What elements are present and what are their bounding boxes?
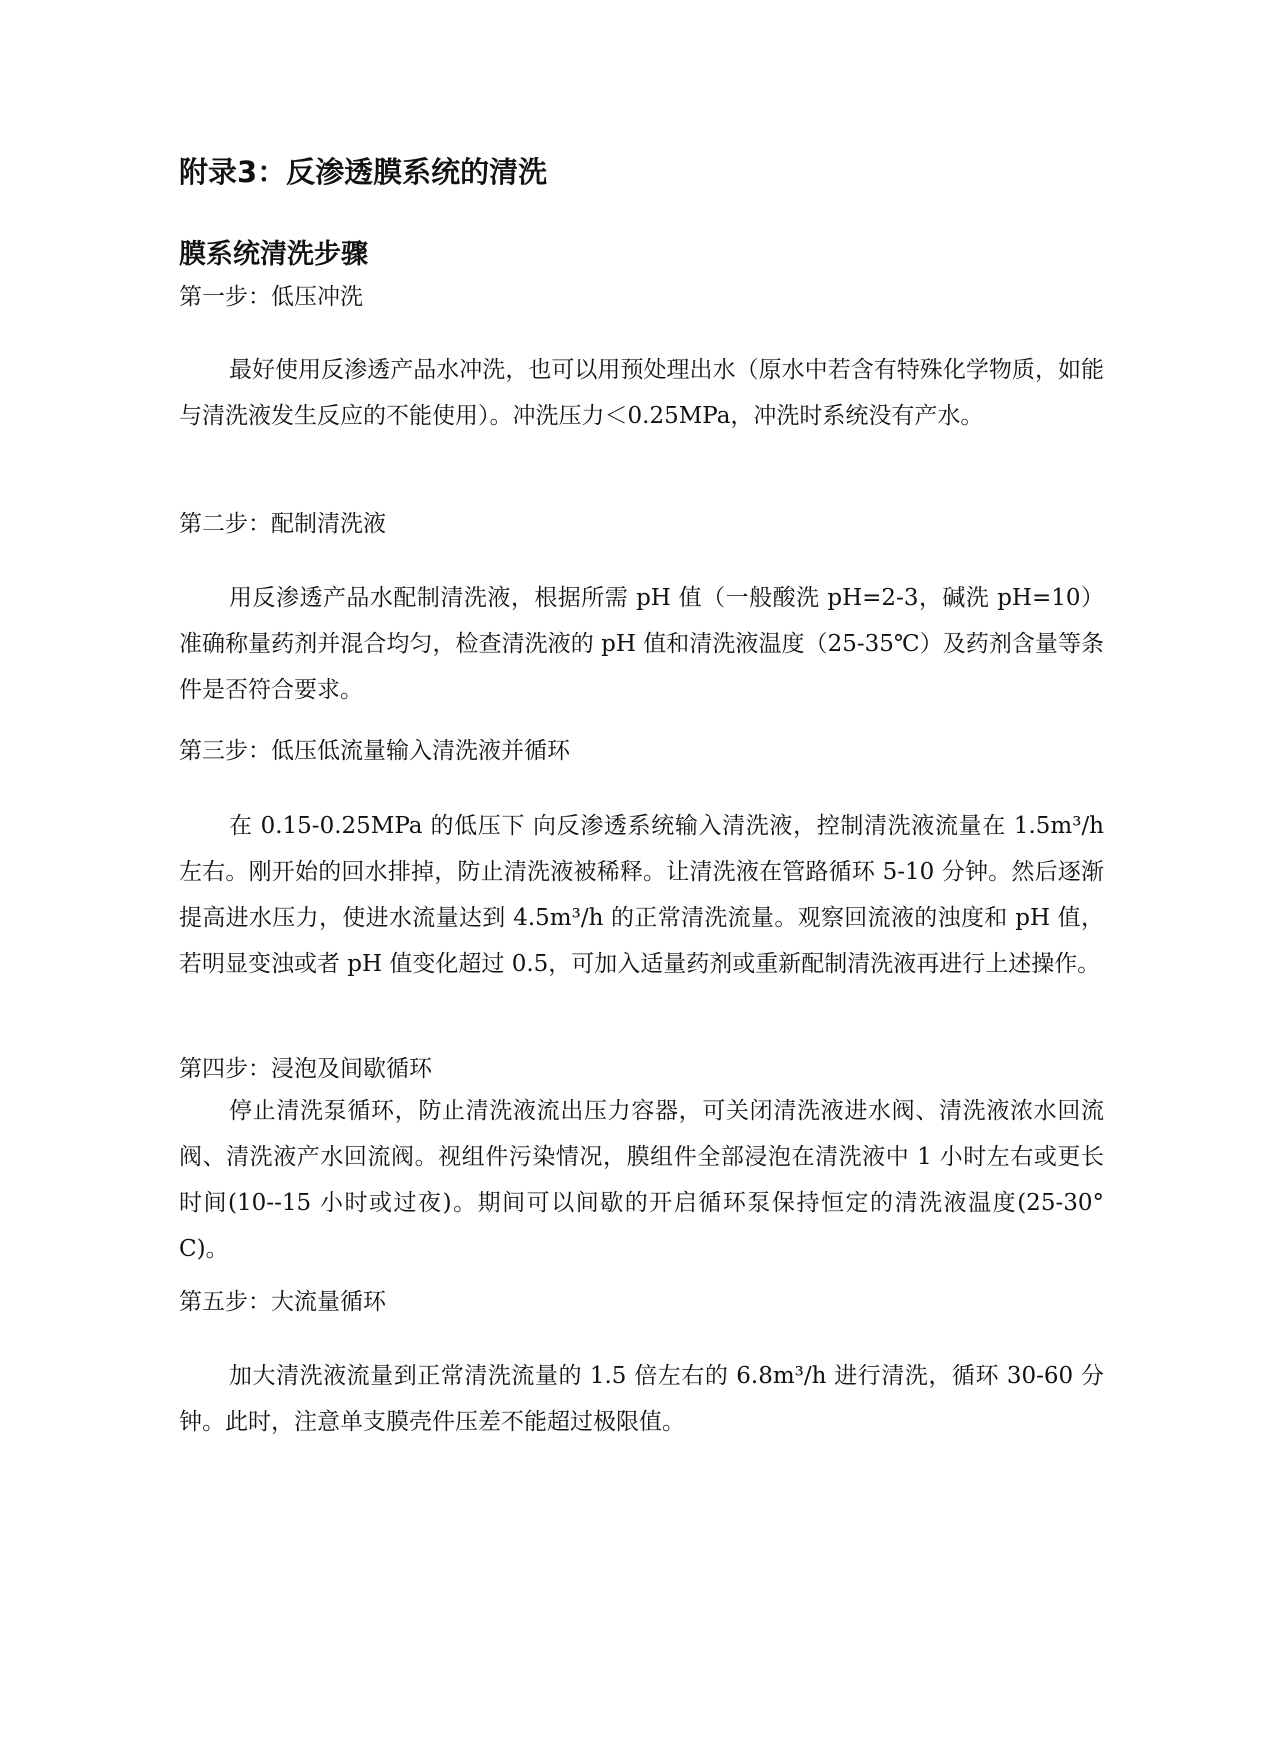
step-2-body: 用反渗透产品水配制清洗液，根据所需 pH 值（一般酸洗 pH=2-3，碱洗 pH=10）准确称量药剂并混合均匀，检查清洗液的 pH 值和清洗液温度（25-35℃）及药剂含量等条件是否符合要求。: [179, 585, 1104, 703]
step-4-heading: 第四步：浸泡及间歇循环: [179, 1056, 432, 1082]
step-5-heading: 第五步：大流量循环: [179, 1289, 386, 1315]
step-3-heading: 第三步：低压低流量输入清洗液并循环: [179, 738, 570, 764]
step-1-body: 最好使用反渗透产品水冲洗，也可以用预处理出水（原水中若含有特殊化学物质，如能与清洗液发生反应的不能使用）。冲洗压力＜0.25MPa，冲洗时系统没有产水。: [179, 357, 1104, 429]
section-title: 膜系统清洗步骤: [179, 239, 368, 270]
step-5-body: 加大清洗液流量到正常清洗流量的 1.5 倍左右的 6.8m³/h 进行清洗，循环 30-60 分钟。此时，注意单支膜壳件压差不能超过极限值。: [179, 1363, 1104, 1435]
step-3-body: 在 0.15-0.25MPa 的低压下 向反渗透系统输入清洗液，控制清洗液流量在 1.5m³/h 左右。刚开始的回水排掉，防止清洗液被稀释。让清洗液在管路循环 5-10 分钟。然后逐渐提高进水压力，使进水流量达到 4.5m³/h 的正常清洗流量。观察回流液的浊度和 pH 值，若明显变浊或者 pH 值变化超过 0.5，可加入适量药剂或重新配制清洗液再进行上述操作。: [179, 813, 1104, 977]
step-2-heading: 第二步：配制清洗液: [179, 511, 386, 537]
step-1-heading: 第一步：低压冲洗: [179, 284, 363, 310]
page-title: 附录3：反渗透膜系统的清洗: [179, 155, 548, 189]
step-4-body: 停止清洗泵循环，防止清洗液流出压力容器，可关闭清洗液进水阀、清洗液浓水回流阀、清洗液产水回流阀。视组件污染情况，膜组件全部浸泡在清洗液中 1 小时左右或更长时间(10--15 小时或过夜)。期间可以间歇的开启循环泵保持恒定的清洗液温度(25-30°C)。: [179, 1098, 1104, 1262]
